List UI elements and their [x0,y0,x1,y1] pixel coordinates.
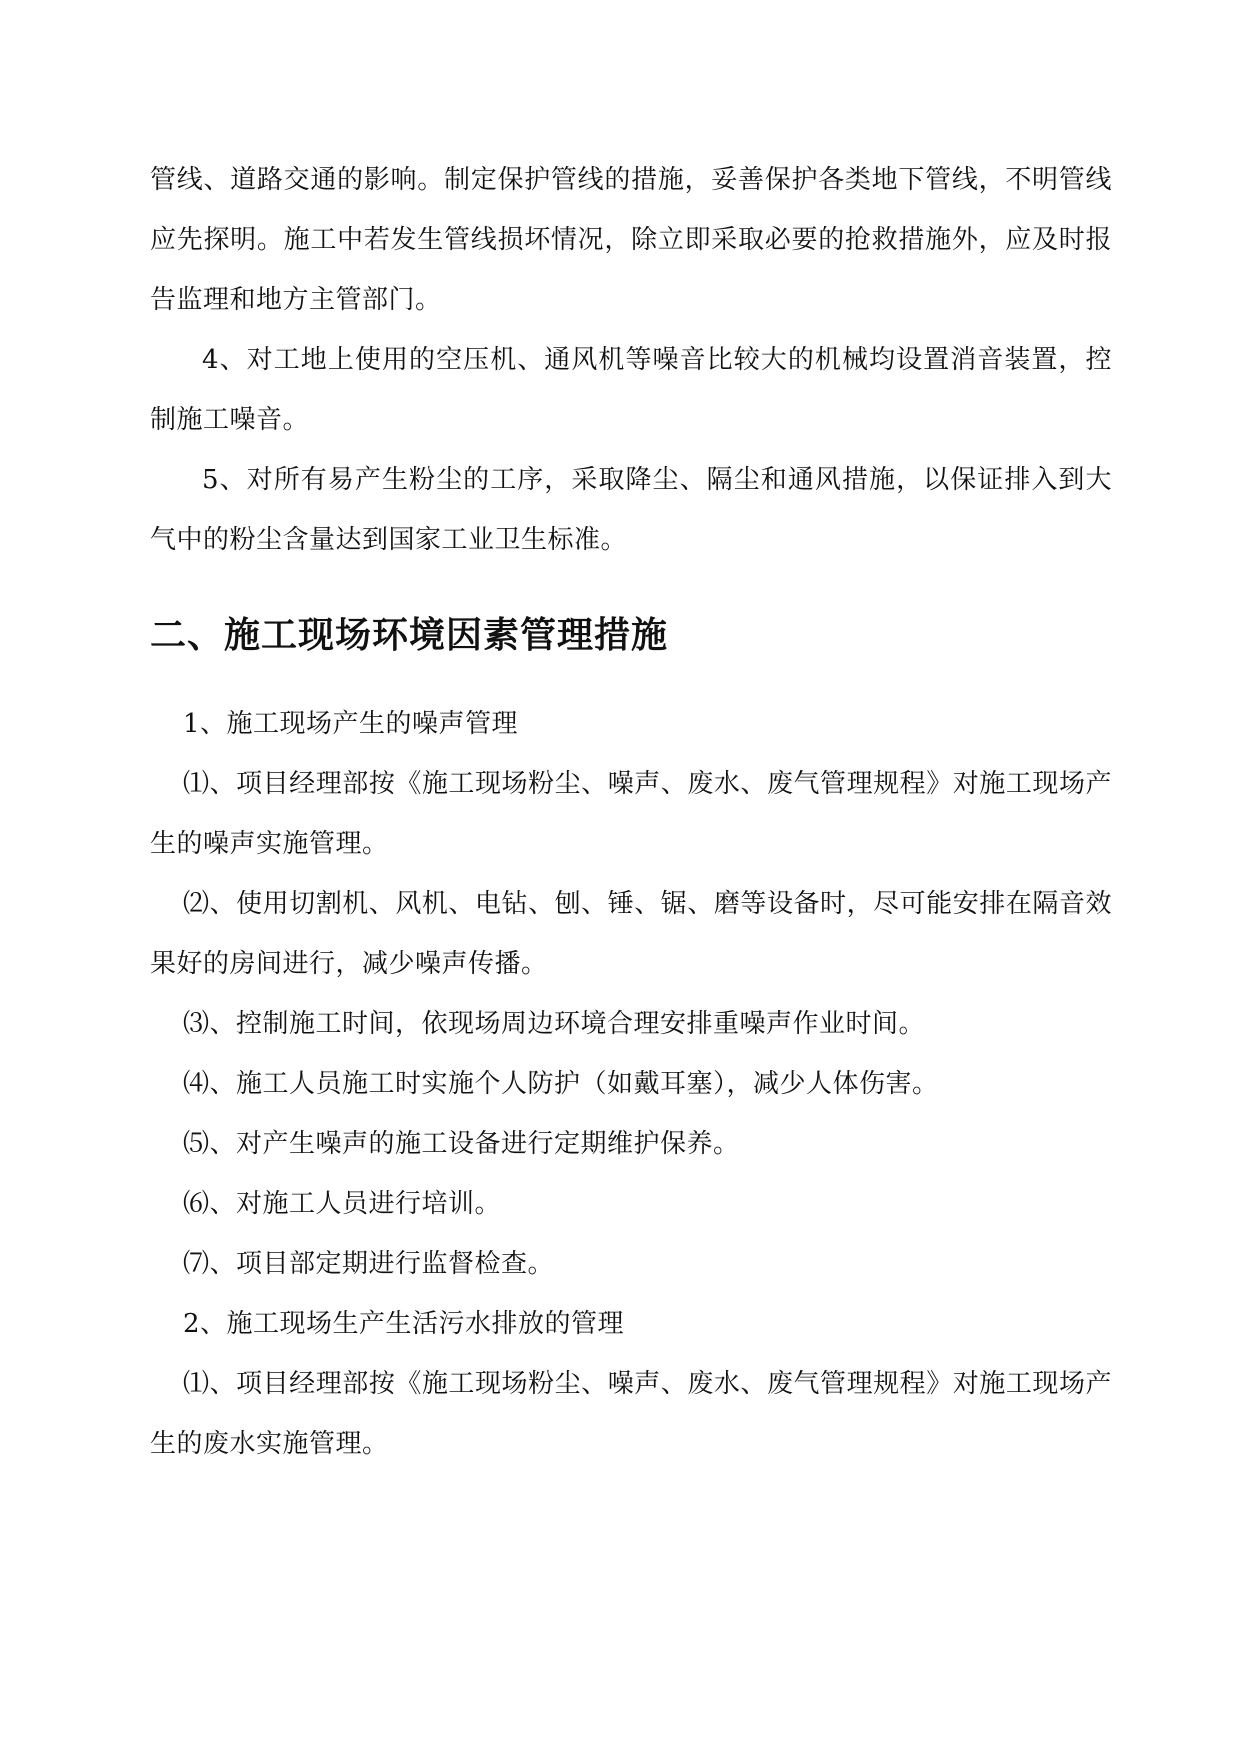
section-heading: 二、施工现场环境因素管理措施 [150,615,669,656]
paragraph-dust-control: 5、对所有易产生粉尘的工序，采取降尘、隔尘和通风措施，以保证排入到大气中的粉尘含量达到国家工业卫生标准。 [150,465,1112,555]
noise-item-2: ⑵、使用切割机、风机、电钻、刨、锤、锯、磨等设备时，尽可能安排在隔音效果好的房间进行，减少噪声传播。 [150,889,1112,979]
noise-item-7: ⑺、项目部定期进行监督检查。 [183,1249,555,1279]
paragraph-pipeline-protection: 管线、道路交通的影响。制定保护管线的措施，妥善保护各类地下管线，不明管线应先探明。施工中若发生管线损坏情况，除立即采取必要的抢救措施外，应及时报告监理和地方主管部门。 [150,165,1112,315]
noise-item-5: ⑸、对产生噪声的施工设备进行定期维护保养。 [183,1129,740,1159]
wastewater-item-1: ⑴、项目经理部按《施工现场粉尘、噪声、废水、废气管理规程》对施工现场产生的废水实施管理。 [150,1369,1112,1459]
noise-item-3: ⑶、控制施工时间，依现场周边环境合理安排重噪声作业时间。 [183,1009,926,1039]
noise-item-1: ⑴、项目经理部按《施工现场粉尘、噪声、废水、废气管理规程》对施工现场产生的噪声实施管理。 [150,769,1112,859]
subsection-wastewater-title: 2、施工现场生产生活污水排放的管理 [183,1309,625,1339]
noise-item-6: ⑹、对施工人员进行培训。 [183,1189,502,1219]
paragraph-noise-equipment: 4、对工地上使用的空压机、通风机等噪音比较大的机械均设置消音装置，控制施工噪音。 [150,345,1112,435]
document-body [150,150,1112,1474]
noise-item-4: ⑷、施工人员施工时实施个人防护（如戴耳塞），减少人体伤害。 [183,1069,939,1099]
subsection-noise-title: 1、施工现场产生的噪声管理 [183,709,519,739]
